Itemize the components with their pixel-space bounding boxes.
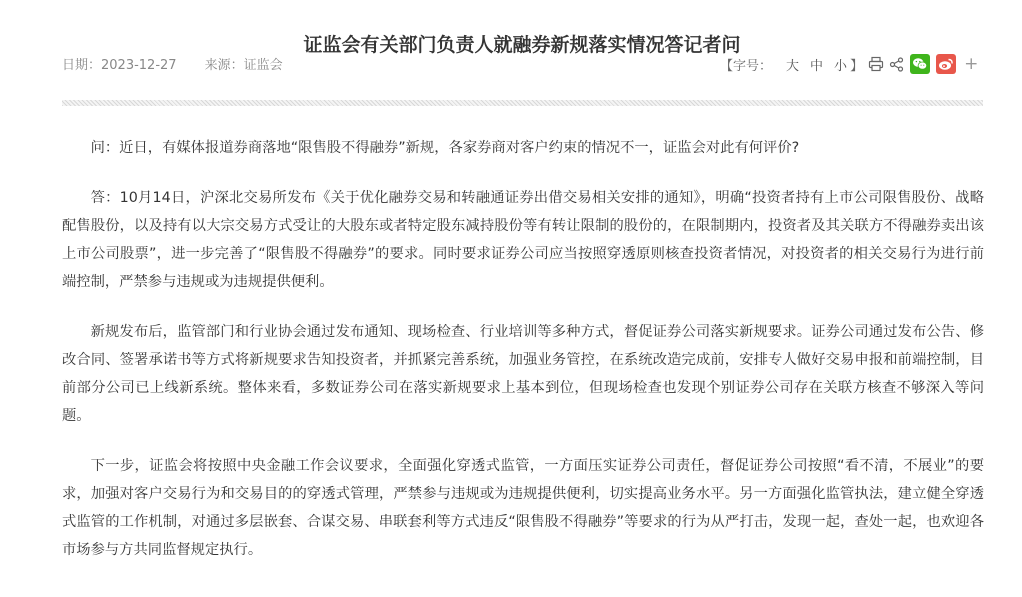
title-divider bbox=[62, 100, 983, 106]
question-paragraph: 问：近日，有媒体报道券商落地“限售股不得融券”新规，各家券商对客户约束的情况不一，证监会对此有何评价? bbox=[90, 140, 800, 156]
font-size-label: 【字号： bbox=[720, 58, 773, 74]
source-value: 证监会 bbox=[243, 58, 283, 73]
font-size-large-button[interactable]: 大 bbox=[786, 58, 800, 74]
font-size-medium-button[interactable]: 中 bbox=[810, 58, 824, 74]
body-paragraph: 下一步，证监会将按照中央金融工作会议要求，全面强化穿透式监管，一方面压实证券公司责任，督促证券公司按照“看不清，不展业”的要求，加强对客户交易行为和交易目的的穿透式管理，严禁参与违规或为违规提供便利，切实提高业务水平。另一方面强化监管执法，建立健全穿透式监管的工作机制，对通过多层嵌套、合谋交易、串联套利等方式违反“限售股不得融券”等要求的行为从严打击，发现一起，查处一起，也欢迎各市场参与方共同监督规定执行。 bbox=[62, 458, 984, 558]
more-share-icon[interactable]: + bbox=[964, 53, 979, 74]
font-size-close: 】 bbox=[850, 58, 864, 74]
share-icon[interactable] bbox=[889, 57, 904, 72]
weibo-share-icon[interactable] bbox=[936, 54, 956, 74]
article-toolbar bbox=[720, 52, 978, 76]
article-meta bbox=[62, 54, 283, 73]
page-title: 证监会有关部门负责人就融券新规落实情况答记者问 bbox=[303, 34, 741, 56]
print-icon[interactable] bbox=[868, 56, 884, 72]
wechat-share-icon[interactable] bbox=[910, 54, 930, 74]
date-value: 2023-12-27 bbox=[101, 58, 177, 73]
font-size-small-button[interactable]: 小 bbox=[834, 58, 848, 74]
source-label: 来源： bbox=[204, 58, 244, 73]
answer-paragraph: 答：10月14日，沪深北交易所发布《关于优化融券交易和转融通证券出借交易相关安排的通知》，明确“投资者持有上市公司限售股份、战略配售股份，以及持有以大宗交易方式受让的大股东或者特定股东减持股份等有转让限制的股份的，在限制期内，投资者及其关联方不得融券卖出该上市公司股票”，进一步完善了“限售股不得融券”的要求。同时要求证券公司应当按照穿透原则核查投资者情况，对投资者的相关交易行为进行前端控制，严禁参与违规或为违规提供便利。 bbox=[62, 190, 984, 290]
body-paragraph: 新规发布后，监管部门和行业协会通过发布通知、现场检查、行业培训等多种方式，督促证券公司落实新规要求。证券公司通过发布公告、修改合同、签署承诺书等方式将新规要求告知投资者，并抓紧完善系统，加强业务管控，在系统改造完成前，安排专人做好交易申报和前端控制，目前部分公司已上线新系统。整体来看，多数证券公司在落实新规要求上基本到位，但现场检查也发现个别证券公司存在关联方核查不够深入等问题。 bbox=[62, 324, 984, 424]
date-label: 日期： bbox=[62, 58, 102, 73]
article-body bbox=[62, 134, 984, 586]
